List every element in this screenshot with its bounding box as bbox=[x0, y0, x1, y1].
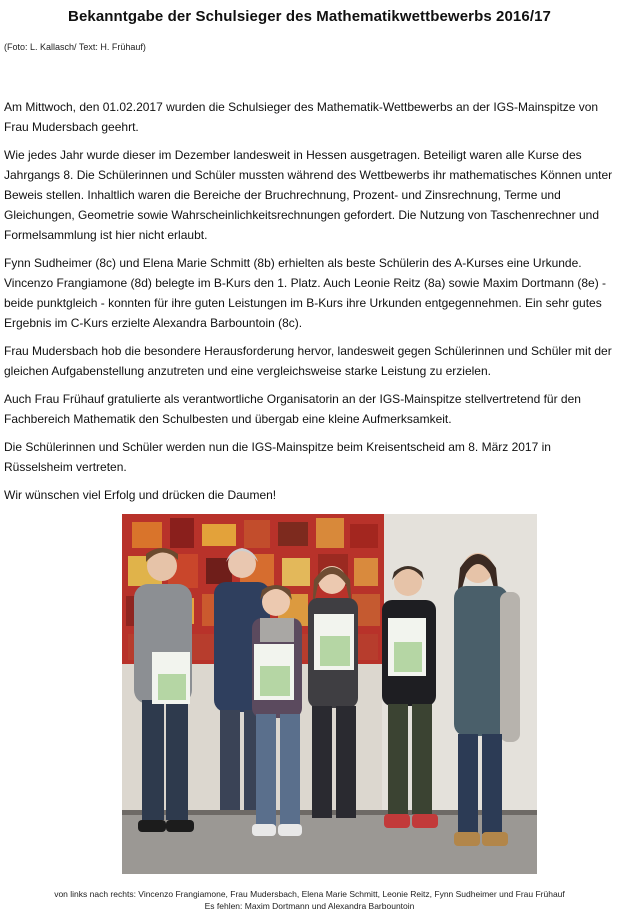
paragraph-competition: Wie jedes Jahr wurde dieser im Dezember landesweit in Hessen ausgetragen. Beteiligt waren alle Kurse des Jahrgangs 8. Die Schülerinnen und Schüler mussten während des Wettbewerbs ihr mathematisches Können unter Beweis stellen. Inhaltlich waren die Bereiche der Bruchrechnung, Prozent- und Zinsrechnung, Terme und Gleichungen, Geometrie sowie Wahrscheinlichkeitsrechnungen gefordert. Die Nutzung von Taschenrechner und Formelsammlung ist hier nicht erlaubt. bbox=[4, 148, 613, 242]
article-body bbox=[4, 97, 616, 513]
paragraph-intro: Am Mittwoch, den 01.02.2017 wurden die Schulsieger des Mathematik-Wettbewerbs an der IGS-Mainspitze von Frau Mudersbach geehrt. bbox=[4, 100, 599, 134]
paragraph-wishes: Wir wünschen viel Erfolg und drücken die Daumen! bbox=[4, 488, 277, 502]
photo-caption: von links nach rechts: Vincenzo Frangiamone, Frau Mudersbach, Elena Marie Schmitt, Leonie Reitz, Fynn Sudheimer und Frau Frühauf bbox=[54, 889, 565, 899]
person-vincenzo bbox=[134, 548, 194, 832]
paragraph-winners: Fynn Sudheimer (8c) und Elena Marie Schmitt (8b) erhielten als beste Schülerin des A-Kurses eine Urkunde. Vincenzo Frangiamone (8d) belegte im B-Kurs den 1. Platz. Auch Leonie Reitz (8a) sowie Maxim Dortmann (8e) - beide punktgleich - konnten für ihre guten Leistungen im B-Kurs ihre Urkunden entgegennehmen. Ein sehr gutes Ergebnis im C-Kurs erzielte Alexandra Barbountoin (8c). bbox=[4, 256, 607, 330]
photo-caption-missing: Es fehlen: Maxim Dortmann und Alexandra Barbountoin bbox=[204, 901, 415, 911]
paragraph-challenge: Frau Mudersbach hob die besondere Herausforderung hervor, landesweit gegen Schülerinnen und Schüler mit der gleichen Aufgabenstellung anzutreten und eine vergleichsweise starke Leistung zu erzielen. bbox=[4, 344, 612, 378]
paragraph-next-round: Die Schülerinnen und Schüler werden nun die IGS-Mainspitze beim Kreisentscheid am 8. März 2017 in Rüsselsheim vertreten. bbox=[4, 440, 551, 474]
photo-text-credit: (Foto: L. Kallasch/ Text: H. Frühauf) bbox=[4, 42, 146, 52]
group-photo bbox=[122, 514, 537, 874]
group-photo-illustration bbox=[122, 514, 537, 874]
article-title: Bekanntgabe der Schulsieger des Mathematikwettbewerbs 2016/17 bbox=[68, 8, 551, 25]
paragraph-congratulation: Auch Frau Frühauf gratulierte als verantwortliche Organisatorin an der IGS-Mainspitze stellvertretend für den Fachbereich Mathematik den Schulbesten und übergab eine kleine Aufmerksamkeit. bbox=[4, 392, 581, 426]
